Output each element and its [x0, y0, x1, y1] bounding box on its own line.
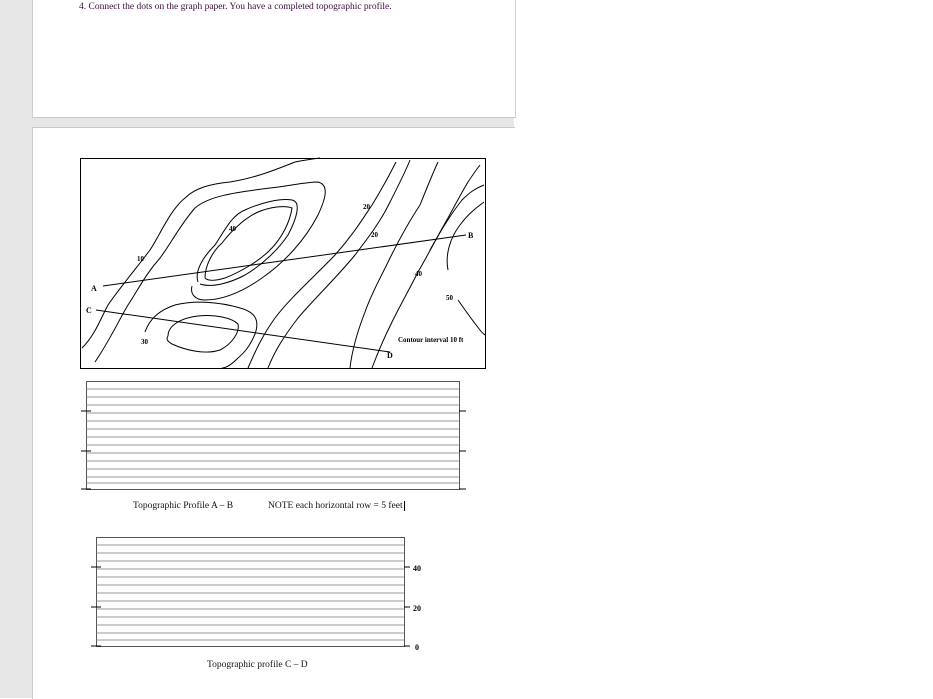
axis-label-20: 20 — [413, 604, 421, 613]
profile-cd-grid — [91, 538, 410, 647]
contour-label: 40 — [415, 270, 422, 278]
contour-40-ring — [205, 207, 292, 281]
contour-label: 20 — [363, 203, 370, 211]
contour-right-1 — [430, 185, 484, 250]
axis-label-40: 40 — [413, 564, 421, 573]
point-c-label: C — [86, 306, 92, 315]
contour-mid-1 — [248, 162, 396, 368]
contour-lower-outer — [145, 302, 257, 368]
point-d-label: D — [387, 351, 393, 360]
point-b-label: B — [468, 231, 474, 240]
profile-ab-caption: Topographic Profile A – B — [133, 501, 234, 511]
profile-cd-caption: Topographic profile C – D — [207, 660, 308, 670]
contour-right-3 — [458, 300, 485, 335]
profile-ab-grid — [81, 382, 466, 490]
profile-ab-note[interactable]: NOTE each horizontal row = 5 feet — [268, 501, 403, 511]
contour-20-left — [95, 182, 325, 362]
contour-label: 50 — [446, 294, 453, 302]
axis-label-0: 0 — [415, 643, 419, 652]
point-a-label: A — [91, 284, 97, 293]
contour-label: 30 — [141, 338, 148, 346]
contour-lower-inner — [167, 315, 238, 352]
contour-label: 40 — [229, 225, 236, 233]
contour-interval-note: Contour interval 10 ft — [398, 336, 464, 344]
contour-label: 10 — [137, 255, 144, 263]
contour-label: 20 — [371, 231, 378, 239]
instruction-text: 4. Connect the dots on the graph paper. You have a completed topographic profile. — [79, 2, 392, 12]
contour-30-ring — [197, 200, 297, 286]
contour-mid-2 — [268, 160, 410, 368]
